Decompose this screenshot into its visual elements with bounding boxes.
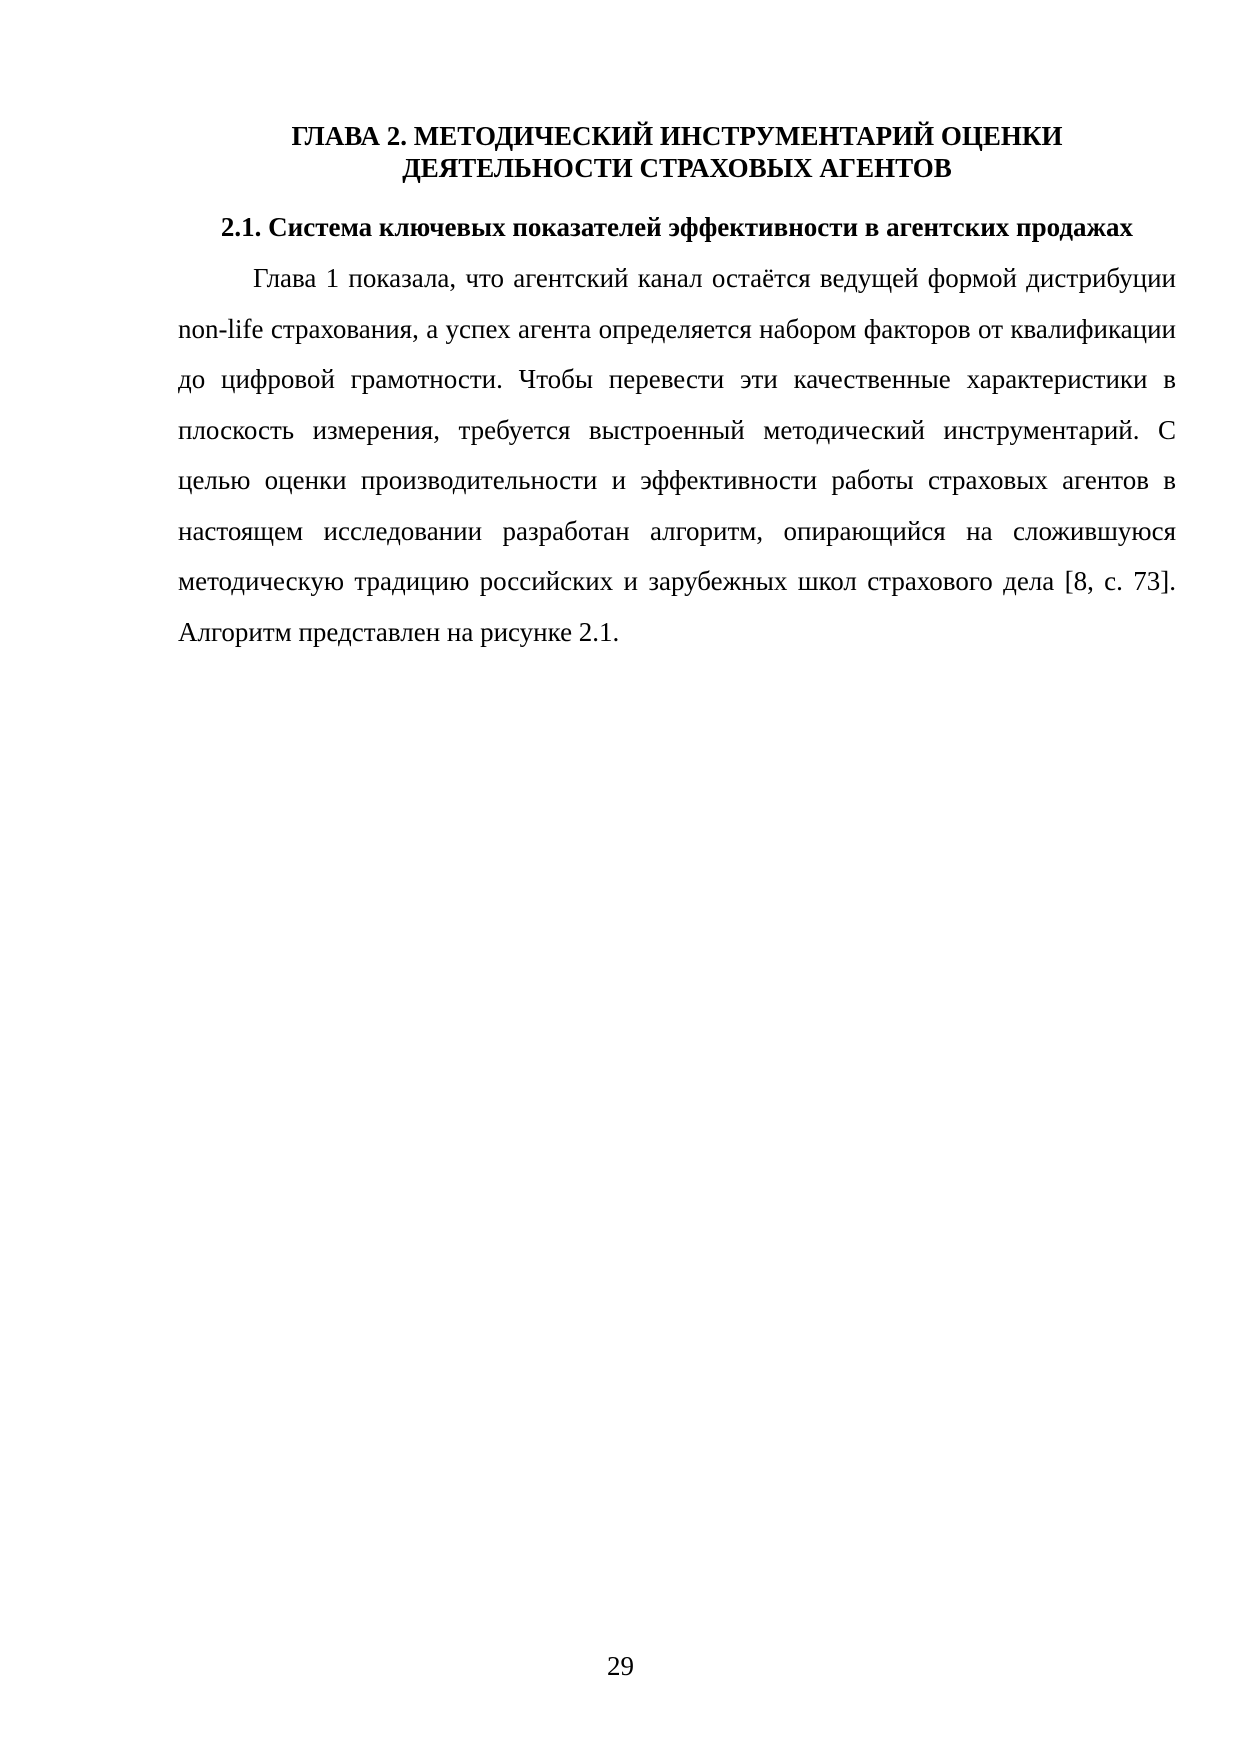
page-number: 29 — [607, 1651, 634, 1681]
body-paragraph: Глава 1 показала, что агентский канал остаётся ведущей формой дистрибуции non-life страхования, а успех агента определяется набором факторов от квалификации до цифровой грамотности. Чтобы перевести эти качественные характеристики в плоскость измерения, требуется выстроенный методический инструментарий. С целью оценки производительности и эффективности работы страховых агентов в настоящем исследовании разработан алгоритм, опирающийся на сложившуюся методическую традицию российских и зарубежных школ страхового дела [8, с. 73]. Алгоритм представлен на рисунке 2.1. — [178, 263, 1176, 647]
section-title: 2.1. Система ключевых показателей эффективности в агентских продажах — [220, 212, 1134, 242]
chapter-title-line-1: ГЛАВА 2. МЕТОДИЧЕСКИЙ ИНСТРУМЕНТАРИЙ ОЦЕНКИ — [291, 121, 1063, 151]
chapter-title — [178, 120, 1176, 184]
chapter-title-line-2: ДЕЯТЕЛЬНОСТИ СТРАХОВЫХ АГЕНТОВ — [402, 153, 952, 183]
